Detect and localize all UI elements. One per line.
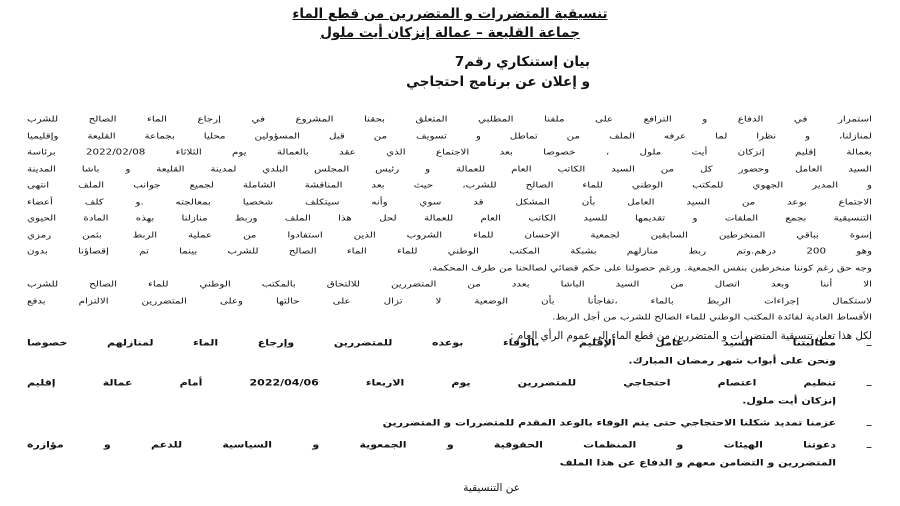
body-line: السيد العامل وحضور كل من السيد الكاتب العام للعمالة و رئيس المجلس البلدي لمدينة القليعة و باشا المدينة (27, 164, 872, 174)
body-line: الأقساط العادية لفائدة المكتب الوطني للماء الصالح للشرب من أجل الربط. (552, 312, 872, 322)
body-paragraph (27, 113, 872, 344)
list-item (27, 336, 872, 372)
body-line: وجه حق رغم كوننا منخرطين بنفس الجمعية. ورغم حصولنا على حكم قضائي لصالحنا من طرف المحكمة. (428, 263, 872, 273)
list-item-line: عزمنا تمديد شكلنا الاحتجاجي حتى يتم الوفاء بالوعد المقدم للمتضررات و المتضررين (382, 417, 836, 428)
body-line: بعمالة إقليم إنزكان أيت ملول ، خصوصا بعد الاجتماع الذي عقد بالعمالة يوم الثلاثاء 2022/02/08 برئاسة (27, 147, 872, 157)
body-line: استمرار في الدفاع و الترافع على ملفنا المطلبي المتعلق بحقنا المشروع في إرجاع الماء الصالح للشرب (27, 114, 872, 124)
statement-subtitle: و إعلان عن برنامج احتجاجي (406, 74, 590, 90)
statement-number: بيان إستنكاري رقم7 (454, 54, 590, 70)
list-item-line: مطالبتنا السيد عامل الإقليم بالوفاء بوعده للمتضررين وإرجاع الماء لمنازلهم خصوصا (27, 337, 836, 348)
list-item (27, 376, 872, 412)
demands-list (27, 336, 872, 478)
body-line: وهو 200 درهم.وتم ربط منازلهم بشبكة المكتب الوطني للماء الماء الصالح للشرب بينما تم إقصاؤنا بدون (27, 246, 872, 256)
body-line: لاستكمال إجراءات الربط بالماء ،تفاجأنا بأن الوضعية لا تزال على حالتها وعلى المتضررين الالتزام بدفع (27, 296, 872, 306)
dash-bullet-icon: – (866, 378, 872, 392)
signature: عن التنسيقية (463, 482, 520, 494)
dash-bullet-icon: – (866, 338, 872, 352)
body-line: و المدير الجهوي للمكتب الوطني للماء الصالح للشرب، حيث بعد المناقشة الشاملة لجميع جوانب الملف انتهى (27, 180, 872, 190)
list-item (27, 438, 872, 474)
announcement-intro: لكل هذا تعلن تنسيقية المتضررات و المتضررين من قطع الماء إلى عموم الرأي العام : (510, 329, 872, 342)
list-item-line: المتضررين و التضامن معهم و الدفاع عن هذا الملف (559, 457, 836, 468)
list-item-line: إنزكان أيت ملول. (742, 395, 836, 406)
dash-bullet-icon: – (866, 418, 872, 432)
list-item-line: دعوتنا الهيئات و المنظمات الحقوقية و الجمعوية و السياسية للدعم و مؤازرة (27, 439, 836, 450)
organization-title: تنسيقية المتضررات و المتضررين من قطع الماء (292, 6, 608, 22)
body-line: لمنازلنا، و نظرا لما عرفه الملف من تماطل و تسويف من قبل المسؤولين محليا بجماعة القليعة وإقليميا (27, 131, 872, 141)
document-header (0, 5, 900, 43)
organization-location: جماعة القليعة – عمالة إنزكان أيت ملول (320, 25, 580, 41)
list-item-line: تنظيم اعتصام احتجاجي للمتضررين يوم الاربعاء 2022/04/06 أمام عمالة إقليم (27, 377, 836, 388)
body-line: الاجتماع بوعد من السيد العامل بأن المشكل قد سوي وأنه سيتكلف شخصيا بمعالجته .و كلف أعضاء (27, 197, 872, 207)
body-line: الا أننا وبعد اتصال من السيد الباشا بعدد من المتضررين للالتحاق بالمكتب الوطني للماء الصالح للشرب (27, 279, 872, 289)
dash-bullet-icon: – (866, 440, 872, 454)
body-line: التنسيقية بجمع الملفات و تقديمها للسيد الكاتب العام للعمالة لحل هذا الملف وربط منازلنا بهذه المادة الحيوي (27, 213, 872, 223)
list-item (27, 416, 872, 434)
body-line: إسوة بباقي المنخرطين السابقين لجمعية الإحسان للماء الشروب الذين استفادوا من عملية الربط بثمن رمزي (27, 230, 872, 240)
list-item-line: ونحن على أبواب شهر رمضان المبارك. (628, 355, 836, 366)
statement-title (406, 52, 590, 92)
